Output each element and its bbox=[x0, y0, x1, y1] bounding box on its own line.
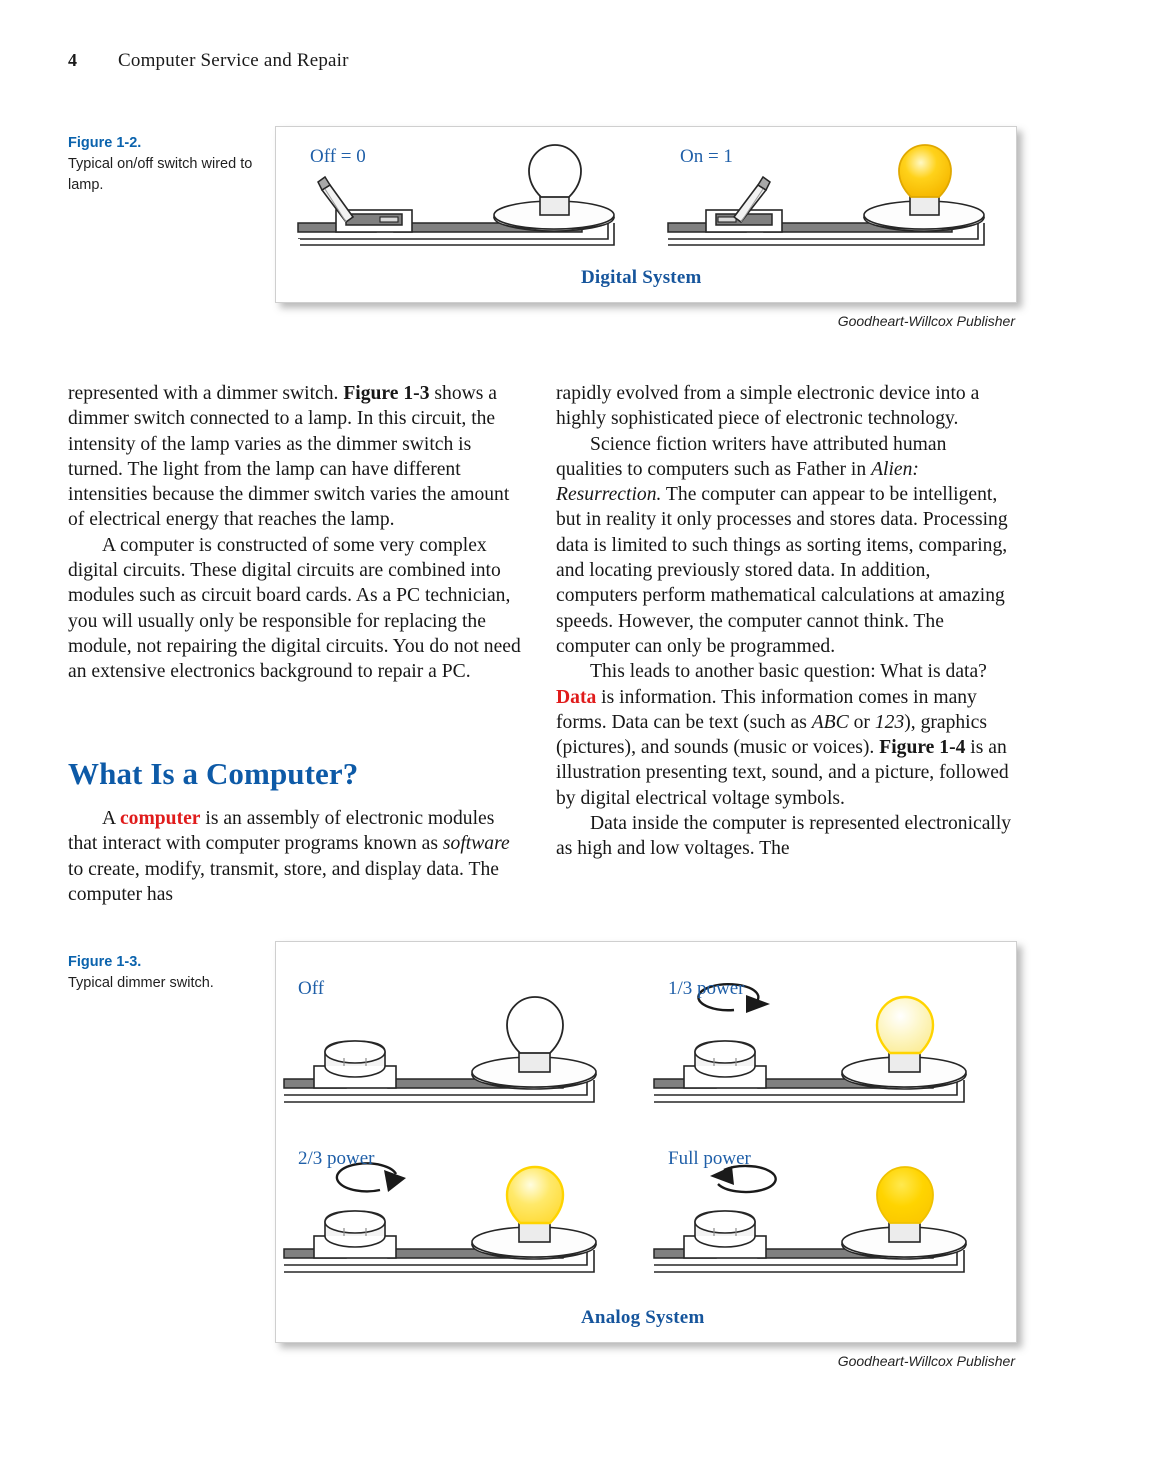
p3-part-c: to create, modify, transmit, store, and display data. The computer has bbox=[68, 858, 499, 905]
figure-1-3-reference: Figure 1-3 bbox=[343, 383, 430, 404]
figure-1-3-panel-one-third bbox=[646, 962, 1016, 1122]
running-title: Computer Service and Repair bbox=[118, 50, 349, 71]
figure-1-2-label: Figure 1-2. bbox=[68, 135, 142, 151]
paragraph-computer-definition bbox=[68, 806, 528, 907]
key-term-data: Data bbox=[556, 686, 597, 708]
figure-1-3-credit: Goodheart-Willcox Publisher bbox=[837, 1353, 1015, 1369]
bulb-lit-two-thirds bbox=[507, 1167, 563, 1223]
paragraph-science-fiction bbox=[556, 432, 1016, 660]
bulb-lit bbox=[899, 145, 951, 197]
bulb-unlit bbox=[507, 997, 563, 1053]
paragraph-what-is-data bbox=[556, 659, 1016, 811]
p3r-part-e: is an illustration presenting text, sound, and a picture, followed by digital electrical voltage symbols. bbox=[556, 737, 1009, 809]
figure-1-2-system-name: Digital System bbox=[581, 267, 702, 288]
running-head bbox=[68, 50, 968, 78]
paragraph-dimmer-intro bbox=[68, 381, 528, 533]
p3-part-b: is an assembly of electronic modules that interact with computer programs known as bbox=[68, 808, 495, 855]
left-text-column-after-heading bbox=[68, 806, 528, 907]
p1-part-b: shows a dimmer switch connected to a lamp. In this circuit, the intensity of the lamp varies as the dimmer switch is turned. The light from the lamp can have different intensities because the dimmer switch varies the amount of electrical energy that reaches the lamp. bbox=[68, 383, 510, 531]
p3r-part-a: This leads to another basic question: What is data? bbox=[590, 661, 987, 683]
paragraph-voltages: Data inside the computer is represented electronically as high and low voltages. The bbox=[556, 813, 1012, 860]
figure-1-4-reference: Figure 1-4 bbox=[879, 737, 966, 759]
figure-1-3-caption-text: Typical dimmer switch. bbox=[68, 975, 214, 992]
panel-label-on: On = 1 bbox=[680, 146, 733, 167]
figure-1-2-panel-on bbox=[646, 127, 1016, 267]
figure-1-2-panel-off bbox=[276, 127, 646, 267]
paragraph-evolution: rapidly evolved from a simple electronic device into a highly sophisticated piece of electronic technology. bbox=[556, 383, 980, 430]
key-term-computer: computer bbox=[119, 808, 201, 829]
right-text-column bbox=[556, 381, 1016, 862]
p3r-part-d: ), graphics (pictures), and sounds (music or voices). bbox=[556, 711, 987, 759]
panel-label-off: Off = 0 bbox=[310, 146, 366, 167]
p3-part-a: A bbox=[102, 808, 120, 829]
p3r-part-b: is information. This information comes in many forms. Data can be text (such as bbox=[556, 686, 977, 733]
left-text-column bbox=[68, 381, 528, 685]
panel-label-full: Full power bbox=[668, 1148, 751, 1169]
page-number: 4 bbox=[68, 50, 77, 70]
figure-1-3-panel-full bbox=[646, 1132, 1016, 1292]
italic-alien-resurrection: Alien: Resurrection. bbox=[556, 458, 919, 506]
figure-1-2-caption bbox=[68, 133, 268, 196]
section-heading-what-is-a-computer: What Is a Computer? bbox=[68, 756, 359, 791]
panel-label-one-third: 1/3 power bbox=[668, 978, 745, 999]
figure-1-2-image bbox=[275, 126, 1017, 303]
bulb-lit-full bbox=[877, 1167, 933, 1223]
figure-1-3-system-name: Analog System bbox=[581, 1307, 705, 1328]
figure-1-3-panel-off bbox=[276, 962, 646, 1122]
p3r-part-c: or bbox=[848, 711, 875, 733]
figure-1-2-credit: Goodheart-Willcox Publisher bbox=[837, 313, 1015, 329]
italic-software: software bbox=[442, 833, 510, 855]
paragraph-digital-circuits: A computer is constructed of some very complex digital circuits. These digital circuits are combined into modules such as circuit board cards. As a PC technician, you will usually only be responsible for replacing the module, not repairing the digital circuits. You do not need an extensive electronics background to repair a PC. bbox=[68, 534, 521, 683]
figure-1-2-caption-text: Typical on/off switch wired to lamp. bbox=[68, 156, 253, 194]
panel-label-two-thirds: 2/3 power bbox=[298, 1148, 375, 1169]
dimmer-diagram-off bbox=[276, 962, 646, 1122]
italic-abc: ABC bbox=[811, 711, 849, 733]
figure-1-3-image bbox=[275, 941, 1017, 1343]
figure-1-3-label: Figure 1-3. bbox=[68, 954, 142, 970]
p2-part-b: The computer can appear to be intelligent, but in reality it only processes and stores data. Processing data is limited to such things as sorting items, comparing, and locating previously stored data. In addition, computers perform mathematical calculations at amazing speeds. However, the computer cannot think. The computer can only be programmed. bbox=[556, 484, 1008, 657]
italic-123: 123 bbox=[874, 711, 905, 733]
panel-label-dim-off: Off bbox=[298, 978, 325, 999]
p1-part-a: represented with a dimmer switch. bbox=[68, 383, 344, 404]
p2-part-a: Science fiction writers have attributed human qualities to computers such as Father in bbox=[556, 433, 947, 480]
figure-1-3-caption bbox=[68, 952, 268, 994]
figure-1-3-panel-two-thirds bbox=[276, 1132, 646, 1292]
bulb-lit-one-third bbox=[877, 997, 933, 1053]
